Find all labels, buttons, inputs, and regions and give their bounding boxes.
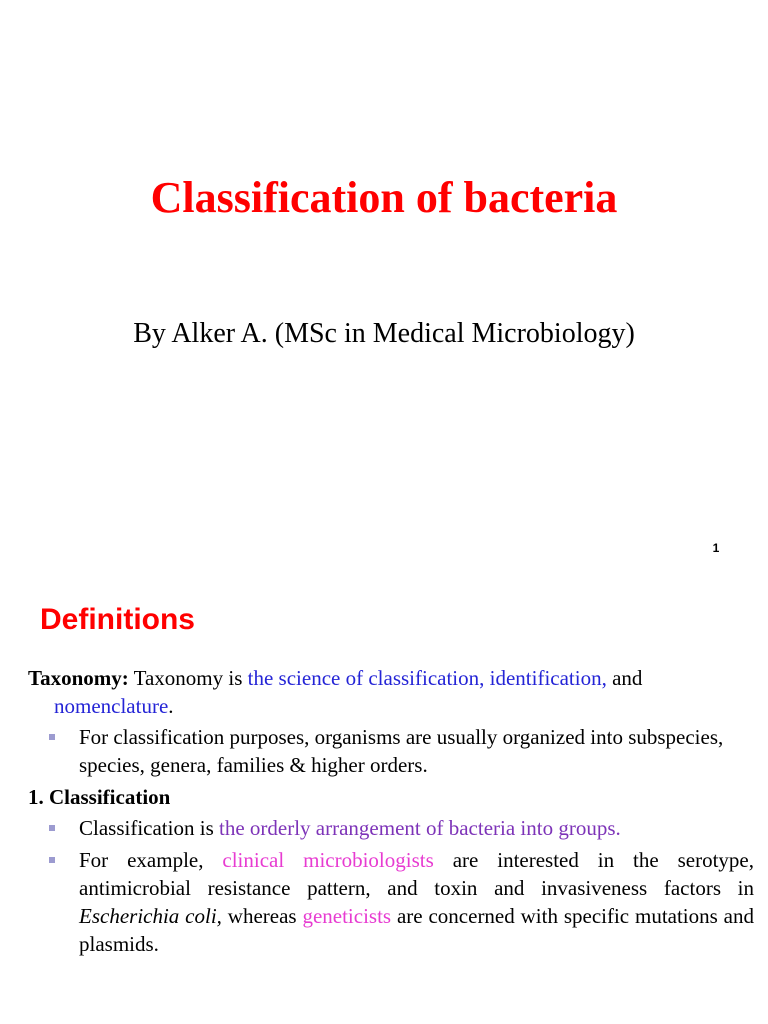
taxonomy-text-1: Taxonomy is	[128, 666, 248, 690]
example-species-name: Escherichia coli,	[79, 904, 222, 928]
example-text-2: are interested in the serotype, antimicrobial resistance pattern, and toxin and invasiveness factors in	[79, 848, 754, 900]
bullet-text: For classification purposes, organisms are usually organized into subspecies, species, genera, families & higher orders.	[79, 725, 724, 777]
example-highlight-clinical: clinical microbiologists	[222, 848, 434, 872]
taxonomy-text-2: and	[606, 666, 643, 690]
example-text-1: For example,	[79, 848, 223, 872]
bullet-item-organization	[28, 723, 754, 779]
bullet-item-classification	[28, 814, 754, 842]
square-bullet-icon	[49, 825, 55, 831]
example-text-4: are concerned with specific mutations and plasmids.	[79, 904, 755, 956]
taxonomy-bullets	[28, 723, 754, 779]
taxonomy-highlight-2: nomenclature	[54, 694, 169, 718]
section-heading-classification: 1. Classification	[28, 785, 171, 809]
slide-heading: Definitions	[40, 603, 195, 636]
example-text-3: whereas	[221, 904, 303, 928]
classification-bullets	[28, 814, 754, 958]
slide-subtitle: By Alker A. (MSc in Medical Microbiology)	[133, 318, 635, 349]
slide-title: Classification of bacteria	[150, 173, 618, 222]
square-bullet-icon	[49, 857, 55, 863]
taxonomy-continuation	[28, 692, 754, 720]
taxonomy-definition	[28, 664, 754, 720]
example-highlight-geneticists: geneticists	[302, 904, 392, 928]
slide-number: 1	[712, 541, 720, 555]
slide-content	[28, 664, 754, 962]
taxonomy-term: Taxonomy:	[28, 666, 129, 690]
classification-highlight: the orderly arrangement of bacteria into groups.	[219, 816, 621, 840]
square-bullet-icon	[49, 734, 55, 740]
taxonomy-highlight-1: the science of classification, identification,	[247, 666, 607, 690]
taxonomy-text-3: .	[168, 694, 174, 718]
bullet-item-example	[28, 846, 754, 958]
classification-text-1: Classification is	[79, 816, 219, 840]
definitions-slide	[0, 576, 768, 1024]
